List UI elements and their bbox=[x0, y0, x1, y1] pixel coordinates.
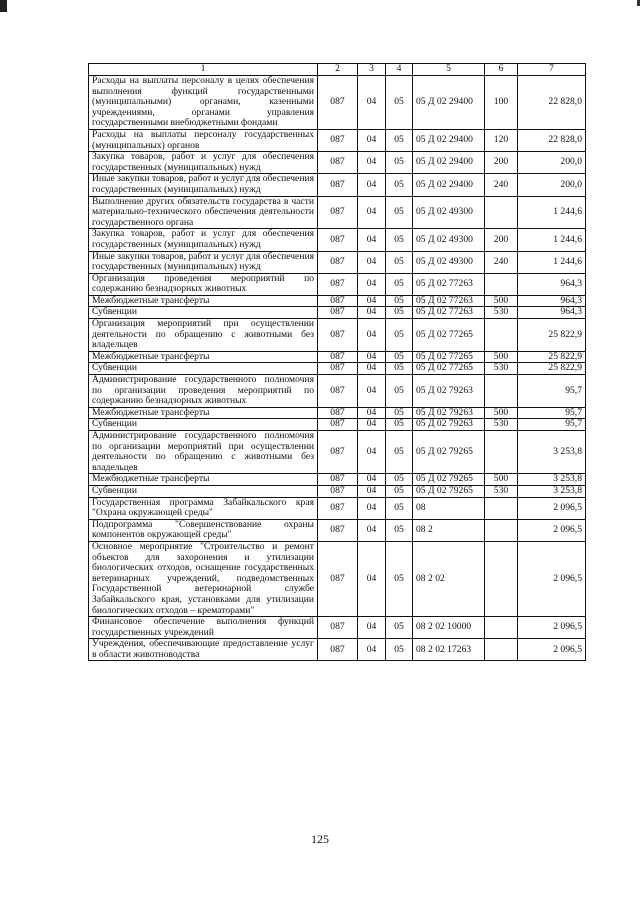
section-cell: 04 bbox=[358, 129, 386, 151]
amount-cell: 25 822,9 bbox=[518, 363, 586, 375]
amount-cell: 2 096,5 bbox=[518, 617, 586, 639]
target-article-cell: 08 bbox=[413, 497, 485, 519]
expense-name-cell: Закупка товаров, работ и услуг для обеспечения государственных (муниципальных) нужд bbox=[89, 152, 318, 174]
target-article-cell: 05 Д 02 29400 bbox=[413, 174, 485, 196]
ministry-code-cell: 087 bbox=[318, 351, 358, 363]
amount-cell: 200,0 bbox=[518, 174, 586, 196]
amount-cell: 2 096,5 bbox=[518, 497, 586, 519]
expense-name-cell: Организация мероприятий при осуществлении деятельности по обращению с животными без владельцев bbox=[89, 319, 318, 352]
expense-name-cell: Межбюджетные трансферты bbox=[89, 474, 318, 486]
ministry-code-cell: 087 bbox=[318, 295, 358, 307]
target-article-cell: 05 Д 02 77263 bbox=[413, 295, 485, 307]
subsection-cell: 05 bbox=[386, 295, 413, 307]
section-cell: 04 bbox=[358, 196, 386, 229]
subsection-cell: 05 bbox=[386, 129, 413, 151]
section-cell: 04 bbox=[358, 474, 386, 486]
expense-name-cell: Расходы на выплаты персоналу государственных (муниципальных) органов bbox=[89, 129, 318, 151]
expense-type-cell: 500 bbox=[485, 351, 518, 363]
expense-type-cell bbox=[485, 375, 518, 408]
expense-type-cell: 500 bbox=[485, 474, 518, 486]
subsection-cell: 05 bbox=[386, 76, 413, 130]
target-article-cell: 05 Д 02 77265 bbox=[413, 351, 485, 363]
ministry-code-cell: 087 bbox=[318, 273, 358, 295]
amount-cell: 95,7 bbox=[518, 419, 586, 431]
ministry-code-cell: 087 bbox=[318, 541, 358, 616]
expense-name-cell: Межбюджетные трансферты bbox=[89, 351, 318, 363]
expense-name-cell: Субвенции bbox=[89, 485, 318, 497]
expense-type-cell: 240 bbox=[485, 174, 518, 196]
expense-name-cell: Иные закупки товаров, работ и услуг для обеспечения государственных (муниципальных) нужд bbox=[89, 251, 318, 273]
expense-type-cell: 200 bbox=[485, 229, 518, 251]
expense-type-cell bbox=[485, 519, 518, 541]
amount-cell: 95,7 bbox=[518, 407, 586, 419]
header-cell: 7 bbox=[518, 64, 586, 76]
table-row bbox=[89, 617, 586, 639]
table-row bbox=[89, 419, 586, 431]
section-cell: 04 bbox=[358, 273, 386, 295]
ministry-code-cell: 087 bbox=[318, 319, 358, 352]
amount-cell: 1 244,6 bbox=[518, 251, 586, 273]
section-cell: 04 bbox=[358, 174, 386, 196]
ministry-code-cell: 087 bbox=[318, 196, 358, 229]
expense-name-cell: Межбюджетные трансферты bbox=[89, 407, 318, 419]
target-article-cell: 05 Д 02 79263 bbox=[413, 407, 485, 419]
expense-type-cell: 530 bbox=[485, 363, 518, 375]
expense-name-cell: Государственная программа Забайкальского края "Охрана окружающей среды" bbox=[89, 497, 318, 519]
section-cell: 04 bbox=[358, 363, 386, 375]
table-row bbox=[89, 295, 586, 307]
expense-type-cell bbox=[485, 541, 518, 616]
expense-name-cell: Расходы на выплаты персоналу в целях обеспечения выполнения функций государственными (муниципальными) органами, казенными учреждениями, органами управления государственными внебюджетными фондами bbox=[89, 76, 318, 130]
expense-name-cell: Финансовое обеспечение выполнения функций государственных учреждений bbox=[89, 617, 318, 639]
amount-cell: 964,3 bbox=[518, 307, 586, 319]
table-row bbox=[89, 541, 586, 616]
expense-type-cell: 530 bbox=[485, 307, 518, 319]
ministry-code-cell: 087 bbox=[318, 152, 358, 174]
expense-name-cell: Выполнение других обязательств государства в части материально-технического обеспечения деятельности государственного органа bbox=[89, 196, 318, 229]
section-cell: 04 bbox=[358, 351, 386, 363]
amount-cell: 1 244,6 bbox=[518, 196, 586, 229]
section-cell: 04 bbox=[358, 319, 386, 352]
subsection-cell: 05 bbox=[386, 419, 413, 431]
scan-corner-mark bbox=[0, 0, 7, 12]
section-cell: 04 bbox=[358, 307, 386, 319]
target-article-cell: 05 Д 02 79265 bbox=[413, 431, 485, 474]
table-row bbox=[89, 152, 586, 174]
expense-name-cell: Учреждения, обеспечивающие предоставление услуг в области животноводства bbox=[89, 639, 318, 661]
ministry-code-cell: 087 bbox=[318, 375, 358, 408]
section-cell: 04 bbox=[358, 497, 386, 519]
expense-type-cell: 500 bbox=[485, 407, 518, 419]
header-cell: 1 bbox=[89, 64, 318, 76]
ministry-code-cell: 087 bbox=[318, 497, 358, 519]
expense-type-cell bbox=[485, 497, 518, 519]
subsection-cell: 05 bbox=[386, 485, 413, 497]
budget-table bbox=[88, 63, 586, 661]
section-cell: 04 bbox=[358, 375, 386, 408]
amount-cell: 3 253,8 bbox=[518, 485, 586, 497]
target-article-cell: 05 Д 02 29400 bbox=[413, 76, 485, 130]
table-row bbox=[89, 273, 586, 295]
expense-name-cell: Субвенции bbox=[89, 363, 318, 375]
target-article-cell: 05 Д 02 77263 bbox=[413, 307, 485, 319]
expense-name-cell: Иные закупки товаров, работ и услуг для обеспечения государственных (муниципальных) нужд bbox=[89, 174, 318, 196]
target-article-cell: 05 Д 02 29400 bbox=[413, 129, 485, 151]
header-cell: 4 bbox=[386, 64, 413, 76]
expense-name-cell: Субвенции bbox=[89, 419, 318, 431]
ministry-code-cell: 087 bbox=[318, 363, 358, 375]
amount-cell: 22 828,0 bbox=[518, 76, 586, 130]
section-cell: 04 bbox=[358, 617, 386, 639]
target-article-cell: 05 Д 02 77265 bbox=[413, 319, 485, 352]
expense-type-cell: 530 bbox=[485, 485, 518, 497]
header-cell: 3 bbox=[358, 64, 386, 76]
amount-cell: 3 253,8 bbox=[518, 431, 586, 474]
table-row bbox=[89, 129, 586, 151]
target-article-cell: 05 Д 02 79265 bbox=[413, 474, 485, 486]
target-article-cell: 05 Д 02 79263 bbox=[413, 419, 485, 431]
subsection-cell: 05 bbox=[386, 407, 413, 419]
target-article-cell: 05 Д 02 49300 bbox=[413, 196, 485, 229]
table-row bbox=[89, 497, 586, 519]
section-cell: 04 bbox=[358, 76, 386, 130]
ministry-code-cell: 087 bbox=[318, 407, 358, 419]
expense-type-cell bbox=[485, 273, 518, 295]
expense-name-cell: Основное мероприятие "Строительство и ремонт объектов для захоронения и утилизации биологических отходов, оснащение государственных ветеринарных учреждений, подведомственных Государственной ветеринарной службе Забайкальского края, установками для утилизации биологических отходов – крематорами" bbox=[89, 541, 318, 616]
target-article-cell: 08 2 02 bbox=[413, 541, 485, 616]
expense-type-cell bbox=[485, 196, 518, 229]
expense-name-cell: Организация проведения мероприятий по содержанию безнадзорных животных bbox=[89, 273, 318, 295]
section-cell: 04 bbox=[358, 152, 386, 174]
table-row bbox=[89, 474, 586, 486]
table-row bbox=[89, 639, 586, 661]
expense-name-cell: Закупка товаров, работ и услуг для обеспечения государственных (муниципальных) нужд bbox=[89, 229, 318, 251]
target-article-cell: 05 Д 02 79263 bbox=[413, 375, 485, 408]
amount-cell: 2 096,5 bbox=[518, 639, 586, 661]
subsection-cell: 05 bbox=[386, 375, 413, 408]
ministry-code-cell: 087 bbox=[318, 419, 358, 431]
amount-cell: 95,7 bbox=[518, 375, 586, 408]
target-article-cell: 08 2 bbox=[413, 519, 485, 541]
table-body bbox=[89, 76, 586, 661]
subsection-cell: 05 bbox=[386, 319, 413, 352]
amount-cell: 2 096,5 bbox=[518, 541, 586, 616]
amount-cell: 2 096,5 bbox=[518, 519, 586, 541]
expense-name-cell: Субвенции bbox=[89, 307, 318, 319]
section-cell: 04 bbox=[358, 295, 386, 307]
target-article-cell: 08 2 02 10000 bbox=[413, 617, 485, 639]
table-row bbox=[89, 229, 586, 251]
subsection-cell: 05 bbox=[386, 497, 413, 519]
subsection-cell: 05 bbox=[386, 351, 413, 363]
expense-type-cell: 120 bbox=[485, 129, 518, 151]
section-cell: 04 bbox=[358, 407, 386, 419]
section-cell: 04 bbox=[358, 251, 386, 273]
target-article-cell: 05 Д 02 77265 bbox=[413, 363, 485, 375]
table-row bbox=[89, 76, 586, 130]
expense-type-cell bbox=[485, 431, 518, 474]
header-cell: 6 bbox=[485, 64, 518, 76]
target-article-cell: 08 2 02 17263 bbox=[413, 639, 485, 661]
ministry-code-cell: 087 bbox=[318, 129, 358, 151]
subsection-cell: 05 bbox=[386, 196, 413, 229]
amount-cell: 22 828,0 bbox=[518, 129, 586, 151]
expense-type-cell: 500 bbox=[485, 295, 518, 307]
expense-type-cell: 100 bbox=[485, 76, 518, 130]
table-row bbox=[89, 251, 586, 273]
ministry-code-cell: 087 bbox=[318, 174, 358, 196]
subsection-cell: 05 bbox=[386, 519, 413, 541]
table-header-row bbox=[89, 64, 586, 76]
section-cell: 04 bbox=[358, 485, 386, 497]
ministry-code-cell: 087 bbox=[318, 76, 358, 130]
expense-type-cell: 200 bbox=[485, 152, 518, 174]
ministry-code-cell: 087 bbox=[318, 519, 358, 541]
expense-name-cell: Администрирование государственного полномочия по организации мероприятий при осуществлении деятельности по обращению с животными без владельцев bbox=[89, 431, 318, 474]
amount-cell: 200,0 bbox=[518, 152, 586, 174]
target-article-cell: 05 Д 02 49300 bbox=[413, 251, 485, 273]
subsection-cell: 05 bbox=[386, 229, 413, 251]
amount-cell: 25 822,9 bbox=[518, 351, 586, 363]
ministry-code-cell: 087 bbox=[318, 639, 358, 661]
section-cell: 04 bbox=[358, 229, 386, 251]
expense-name-cell: Администрирование государственного полномочия по организации проведения мероприятий по содержанию безнадзорных животных bbox=[89, 375, 318, 408]
table-row bbox=[89, 196, 586, 229]
expense-type-cell: 530 bbox=[485, 419, 518, 431]
subsection-cell: 05 bbox=[386, 639, 413, 661]
table-row bbox=[89, 351, 586, 363]
section-cell: 04 bbox=[358, 519, 386, 541]
expense-name-cell: Подпрограмма "Совершенствование охраны компонентов окружающей среды" bbox=[89, 519, 318, 541]
ministry-code-cell: 087 bbox=[318, 307, 358, 319]
header-cell: 5 bbox=[413, 64, 485, 76]
table-row bbox=[89, 375, 586, 408]
section-cell: 04 bbox=[358, 639, 386, 661]
table-row bbox=[89, 519, 586, 541]
ministry-code-cell: 087 bbox=[318, 485, 358, 497]
subsection-cell: 05 bbox=[386, 174, 413, 196]
table-row bbox=[89, 307, 586, 319]
expense-type-cell bbox=[485, 319, 518, 352]
table-row bbox=[89, 319, 586, 352]
amount-cell: 1 244,6 bbox=[518, 229, 586, 251]
target-article-cell: 05 Д 02 29400 bbox=[413, 152, 485, 174]
ministry-code-cell: 087 bbox=[318, 229, 358, 251]
expense-type-cell bbox=[485, 639, 518, 661]
subsection-cell: 05 bbox=[386, 251, 413, 273]
subsection-cell: 05 bbox=[386, 273, 413, 295]
ministry-code-cell: 087 bbox=[318, 251, 358, 273]
subsection-cell: 05 bbox=[386, 363, 413, 375]
ministry-code-cell: 087 bbox=[318, 474, 358, 486]
table-row bbox=[89, 363, 586, 375]
table-row bbox=[89, 407, 586, 419]
target-article-cell: 05 Д 02 79265 bbox=[413, 485, 485, 497]
ministry-code-cell: 087 bbox=[318, 617, 358, 639]
header-cell: 2 bbox=[318, 64, 358, 76]
page-number: 125 bbox=[311, 832, 329, 846]
subsection-cell: 05 bbox=[386, 431, 413, 474]
section-cell: 04 bbox=[358, 541, 386, 616]
table-row bbox=[89, 431, 586, 474]
expense-type-cell: 240 bbox=[485, 251, 518, 273]
subsection-cell: 05 bbox=[386, 474, 413, 486]
amount-cell: 3 253,8 bbox=[518, 474, 586, 486]
subsection-cell: 05 bbox=[386, 152, 413, 174]
table-row bbox=[89, 485, 586, 497]
amount-cell: 964,3 bbox=[518, 273, 586, 295]
target-article-cell: 05 Д 02 49300 bbox=[413, 229, 485, 251]
expense-name-cell: Межбюджетные трансферты bbox=[89, 295, 318, 307]
table-row bbox=[89, 174, 586, 196]
subsection-cell: 05 bbox=[386, 307, 413, 319]
expense-type-cell bbox=[485, 617, 518, 639]
ministry-code-cell: 087 bbox=[318, 431, 358, 474]
section-cell: 04 bbox=[358, 431, 386, 474]
subsection-cell: 05 bbox=[386, 541, 413, 616]
amount-cell: 964,3 bbox=[518, 295, 586, 307]
section-cell: 04 bbox=[358, 419, 386, 431]
subsection-cell: 05 bbox=[386, 617, 413, 639]
target-article-cell: 05 Д 02 77263 bbox=[413, 273, 485, 295]
amount-cell: 25 822,9 bbox=[518, 319, 586, 352]
